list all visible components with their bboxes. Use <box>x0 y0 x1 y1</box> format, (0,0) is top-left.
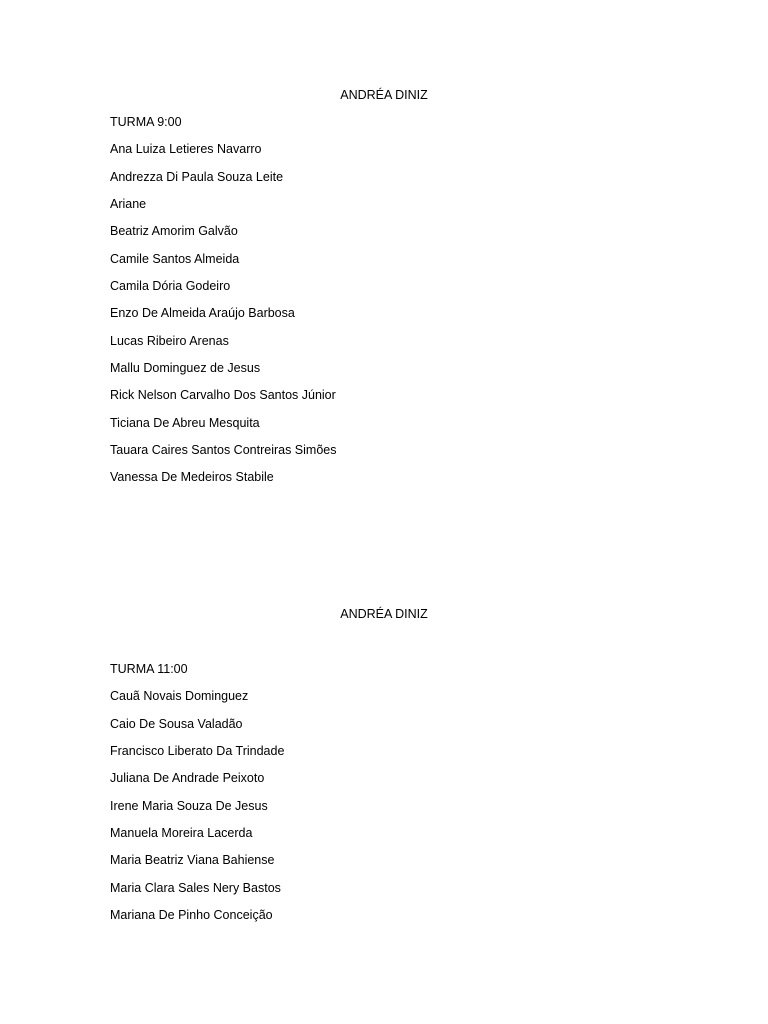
student-name: Ana Luiza Letieres Navarro <box>110 142 262 157</box>
teacher-heading: ANDRÉA DINIZ <box>340 88 428 102</box>
student-list <box>110 687 768 924</box>
student-name: Rick Nelson Carvalho Dos Santos Júnior <box>110 388 336 403</box>
class-time-label: TURMA 9:00 <box>110 115 182 129</box>
student-name: Vanessa De Medeiros Stabile <box>110 470 274 485</box>
student-name: Francisco Liberato Da Trindade <box>110 743 285 758</box>
teacher-heading: ANDRÉA DINIZ <box>340 607 428 621</box>
student-name: Tauara Caires Santos Contreiras Simões <box>110 443 337 458</box>
student-name: Mariana De Pinho Conceição <box>110 908 273 923</box>
class-time-label: TURMA 11:00 <box>110 662 188 676</box>
student-name: Ticiana De Abreu Mesquita <box>110 415 260 430</box>
student-name: Maria Beatriz Viana Bahiense <box>110 853 275 868</box>
student-list <box>110 140 768 486</box>
student-name: Lucas Ribeiro Arenas <box>110 333 229 348</box>
student-name: Juliana De Andrade Peixoto <box>110 771 265 786</box>
student-name: Enzo De Almeida Araújo Barbosa <box>110 306 295 321</box>
student-name: Ariane <box>110 196 147 211</box>
student-name: Camile Santos Almeida <box>110 251 240 266</box>
student-name: Cauã Novais Dominguez <box>110 689 249 704</box>
student-name: Irene Maria Souza De Jesus <box>110 798 268 813</box>
student-name: Manuela Moreira Lacerda <box>110 826 253 841</box>
student-name: Maria Clara Sales Nery Bastos <box>110 880 281 895</box>
class-section-morning <box>0 86 768 496</box>
student-name: Beatriz Amorim Galvão <box>110 224 238 239</box>
student-name: Mallu Dominguez de Jesus <box>110 361 261 376</box>
student-name: Caio De Sousa Valadão <box>110 716 243 731</box>
class-section-late-morning <box>0 605 768 933</box>
student-name: Andrezza Di Paula Souza Leite <box>110 169 284 184</box>
student-name: Camila Dória Godeiro <box>110 279 231 294</box>
